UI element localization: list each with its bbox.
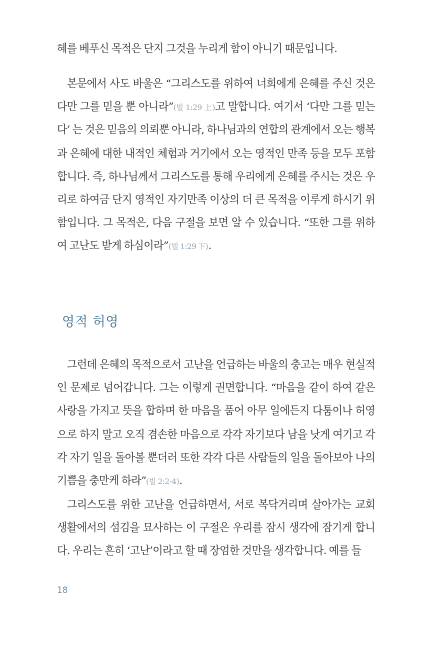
paragraph-text: . (179, 475, 183, 488)
paragraph-text: 본문에서 사도 바울은 “그리스도를 위하여 너희에게 은혜를 주신 것은 다만 그를 믿을 뿐 아니라” (57, 78, 375, 114)
section-heading: 영적 허영 (62, 315, 119, 330)
paragraph-intro-continuation (57, 38, 375, 61)
paragraph-section-continuation (57, 494, 375, 564)
paragraph-section-body (57, 354, 375, 493)
page-number: 18 (57, 586, 68, 596)
paragraph-text: . (208, 240, 212, 253)
paragraph-text: 혜를 베푸신 목적은 단지 그것을 누리게 함이 아니기 때문입니다. (57, 43, 338, 55)
paragraph-text: 그런데 은혜의 목적으로서 고난을 언급하는 바울의 충고는 매우 현실적인 문제로 넘어갑니다. 그는 이렇게 권면합니다. “마음을 같이 하여 같은 사랑을 가지고 뜻을 합하며 한 마음을 품어 아무 일에든지 다툼이나 허영으로 하지 말고 오직 겸손한 마음으로 각각 자기보다 남을 낫게 여기고 각각 자기 일을 돌아볼 뿐더러 또한 각각 다른 사람들의 일을 돌아보아 나의 기쁨을 충만케 하라” (57, 359, 375, 488)
paragraph-main-text (57, 73, 375, 259)
scripture-reference: (빌 2:2-4) (146, 477, 180, 487)
paragraph-text: 그리스도를 위한 고난을 언급하면서, 서로 복닥거리며 살아가는 교회 생활에서의 섬김을 묘사하는 이 구절은 우리를 잠시 생각에 잠기게 합니다. 우리는 흔히 ‘고난’이라고 할 때 장엄한 것만을 생각합니다. 예를 들 (57, 499, 375, 558)
scripture-reference: (빌 1:29 下) (168, 242, 209, 252)
scripture-reference: (빌 1:29 上) (173, 103, 215, 113)
paragraph-text: 고 말합니다. 여기서 ‘다만 그를 믿는다’ 는 것은 믿음의 의뢰뿐 아니라, 하나님과의 연합의 관계에서 오는 행복과 은혜에 대한 내적인 체험과 거기에서 오는 영적인 만족 등을 모두 포함합니다. 즉, 하나님께서 그리스도를 통해 우리에게 은혜를 주시는 것은 우리로 하여금 단지 영적인 자기만족 이상의 더 큰 목적을 이루게 하시기 위함입니다. 그 목적은, 다음 구절을 보면 알 수 있습니다. “또한 그를 위하여 고난도 받게 하심이라” (57, 101, 375, 253)
